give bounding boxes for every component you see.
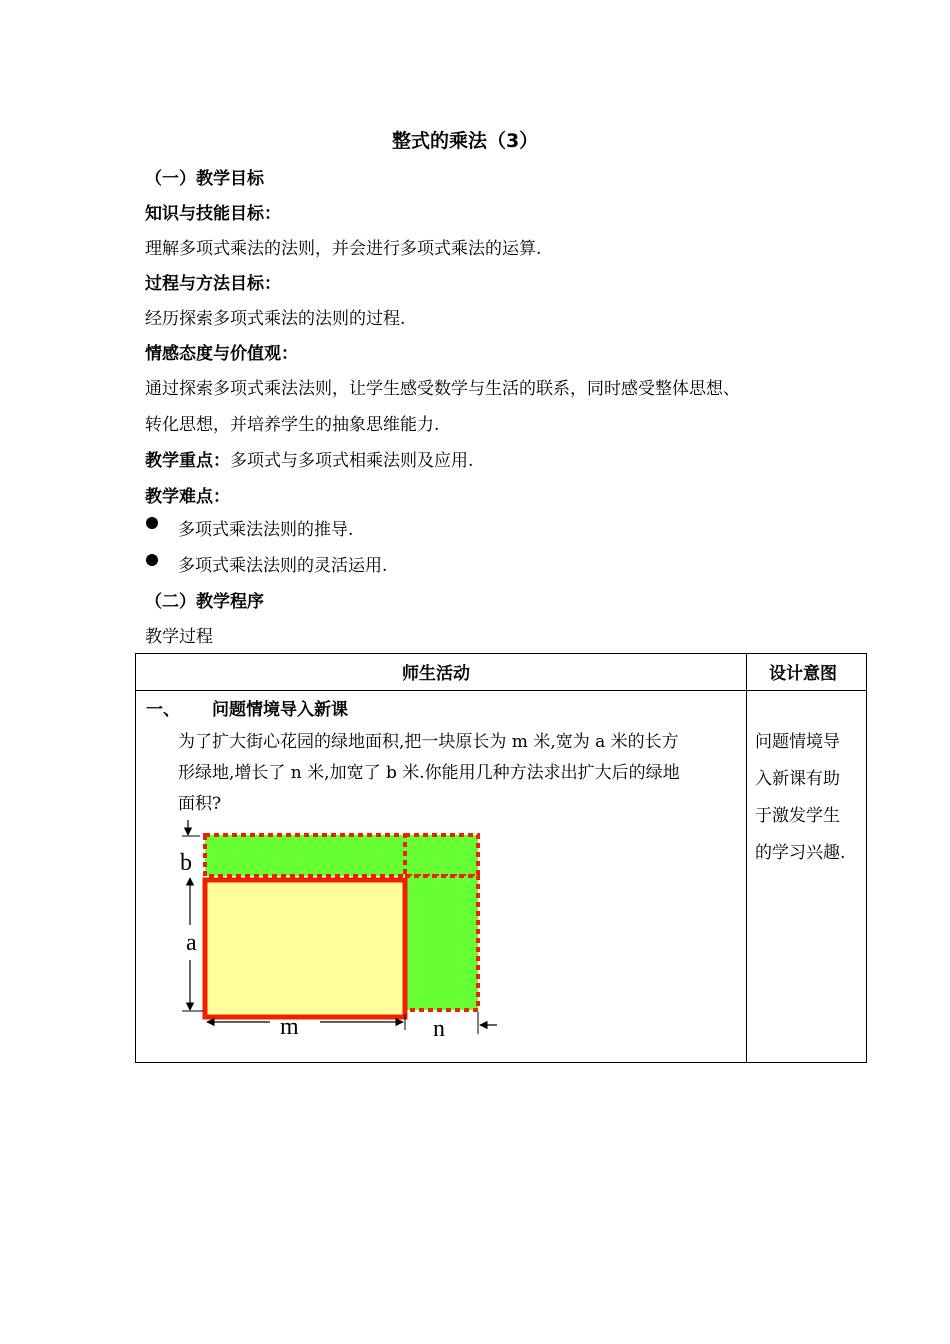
problem-line-1: 为了扩大街心花园的绿地面积,把一块原长为 m 米,宽为 a 米的长方 [178,732,679,752]
page-title: 整式的乘法（3） [392,130,539,152]
knowledge-text: 理解多项式乘法的法则，并会进行多项式乘法的运算. [145,239,542,259]
knowledge-label: 知识与技能目标： [145,204,281,224]
step-number: 一、 [146,700,180,720]
process-label: 过程与方法目标： [145,274,281,294]
attitude-label: 情感态度与价值观： [145,344,298,364]
process-text: 经历探索多项式乘法的法则的过程. [145,309,406,329]
top-strip-area [205,835,405,876]
label-a: a [186,930,197,956]
difficulty-item-1: 多项式乘法法则的推导. [178,520,354,540]
header-activity: 师生活动 [402,664,470,684]
objectives-heading: （一）教学目标 [145,169,264,189]
key-point-label: 教学重点： [145,451,230,471]
original-area [205,880,405,1017]
intent-line-3: 于激发学生 [755,806,840,826]
intent-line-4: 的学习兴趣. [755,843,846,863]
key-point-text: 多项式与多项式相乘法则及应用. [230,451,474,471]
difficulty-item-2: 多项式乘法法则的灵活运用. [178,556,388,576]
attitude-text-2: 转化思想，并培养学生的抽象思维能力. [145,415,440,435]
label-m: m [280,1014,299,1040]
intent-line-2: 入新课有助 [755,769,840,789]
label-n: n [433,1016,445,1042]
corner-area [405,835,478,876]
difficulty-label: 教学难点： [145,487,230,507]
problem-line-2: 形绿地,增长了 n 米,加宽了 b 米.你能用几种方法求出扩大后的绿地 [178,763,680,783]
attitude-text-1: 通过探索多项式乘法法则，让学生感受数学与生活的联系，同时感受整体思想、 [145,379,740,399]
process-caption: 教学过程 [145,627,213,647]
problem-line-3: 面积? [178,794,222,814]
label-b: b [180,850,192,876]
procedure-heading: （二）教学程序 [145,592,264,612]
step-title: 问题情境导入新课 [212,700,348,720]
header-intent: 设计意图 [769,664,837,684]
right-strip-area [405,876,478,1010]
intent-line-1: 问题情境导 [755,732,840,752]
